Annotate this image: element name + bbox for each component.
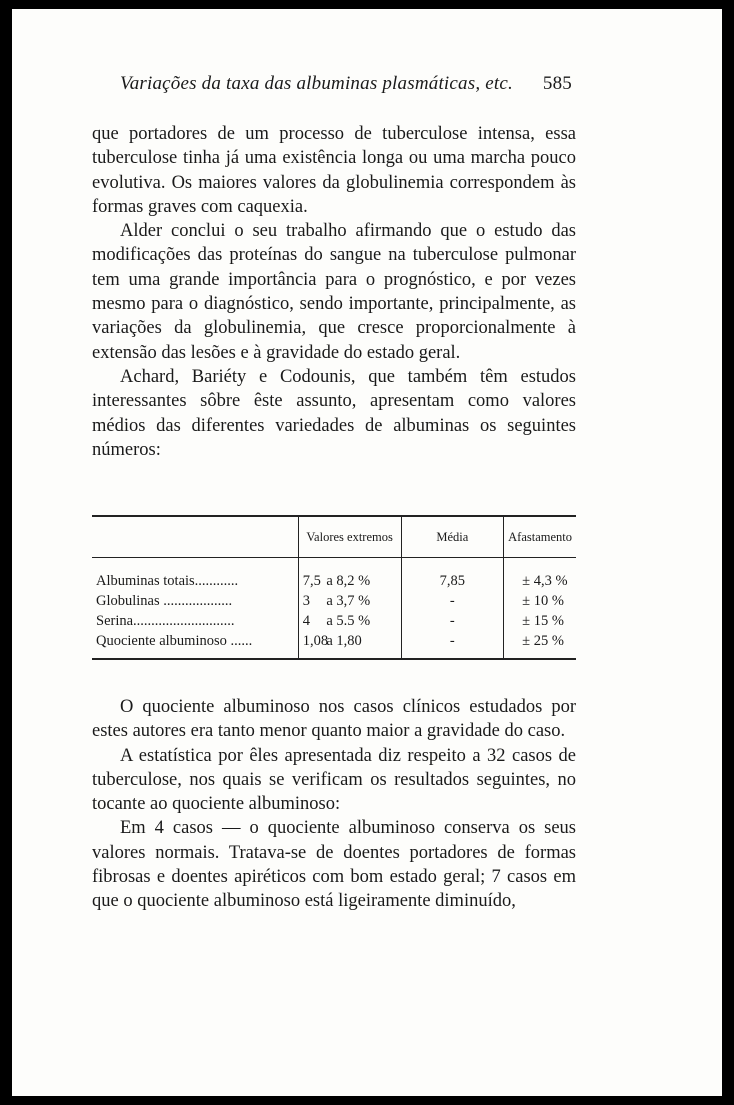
- table-row: [92, 631, 576, 659]
- table-row: [92, 558, 576, 592]
- table-row: [92, 611, 576, 631]
- header-cell-range: Valores extremos: [298, 516, 401, 558]
- range-min: 3: [302, 592, 310, 609]
- range-min: 7,5: [302, 572, 321, 589]
- albumin-table: [92, 515, 576, 660]
- paragraph: O quociente albuminoso nos casos clínicos estudados por estes autores era tanto menor quanto maior a gravidade do caso.: [92, 697, 576, 742]
- table-bottom-rule: [92, 659, 576, 660]
- header-cell-deviation: Afastamento: [504, 516, 576, 558]
- header-cell-label: [92, 516, 298, 558]
- row-deviation: ± 25 %: [504, 631, 576, 659]
- paragraph: Alder conclui o seu trabalho afirmando que o estudo das modificações das proteínas do sangue na tuberculose pulmonar tem uma grande importância para o prognóstico, e por vezes mesmo para o diagnóstico, sendo importante, principalmente, as variações da globulinemia, que cresce proporcionalmente à extensão das lesões e à gravidade do estado geral.: [92, 221, 576, 363]
- row-label: Serina............................: [96, 612, 235, 629]
- body-text-bottom: [92, 695, 576, 914]
- row-mean: -: [401, 631, 504, 659]
- bottom-rule-cell: [92, 659, 576, 660]
- range-min: 1,08: [302, 632, 329, 649]
- row-deviation: ± 4,3 %: [504, 558, 576, 592]
- range-min: 4: [302, 612, 310, 629]
- range-sep: a: [326, 612, 333, 629]
- range-max: 8,2 %: [336, 572, 371, 589]
- table-header-row: [92, 516, 576, 558]
- paragraph: que portadores de um processo de tuberculose intensa, essa tuberculose tinha já uma existência longa ou uma marcha pouco evolutiva. Os maiores valores da globulinemia correspondem às formas graves com caquexia.: [92, 124, 576, 217]
- body-text-top: [92, 122, 576, 462]
- range-sep: a: [326, 572, 333, 589]
- paragraph: A estatística por êles apresentada diz respeito a 32 casos de tuberculose, nos quais se verificam os resultados seguintes, no tocante ao quociente albuminoso:: [92, 745, 576, 815]
- range-sep: a: [326, 592, 333, 609]
- row-mean: -: [401, 591, 504, 611]
- row-range: [298, 591, 401, 611]
- document-page: [12, 9, 722, 1096]
- header-cell-mean: Média: [401, 516, 504, 558]
- row-range: [298, 558, 401, 592]
- page-number: 585: [542, 73, 572, 94]
- row-mean: 7,85: [401, 558, 504, 592]
- paragraph: Em 4 casos — o quociente albuminoso conserva os seus valores normais. Tratava-se de doentes portadores de formas fibrosas e doentes apiréticos com bom estado geral; 7 casos em que o quociente albuminoso está ligeiramente diminuído,: [92, 818, 576, 912]
- range-max: 3,7 %: [336, 592, 371, 609]
- row-range: [298, 631, 401, 659]
- range-sep: a: [326, 632, 333, 649]
- row-label: Albuminas totais............: [96, 572, 239, 589]
- running-header: [120, 73, 572, 95]
- range-max: 1,80: [336, 632, 362, 649]
- row-deviation: ± 15 %: [504, 611, 576, 631]
- range-max: 5.5 %: [336, 612, 371, 629]
- row-label: Globulinas ...................: [96, 592, 233, 609]
- row-deviation: ± 10 %: [504, 591, 576, 611]
- table-row: [92, 591, 576, 611]
- row-label: Quociente albuminoso ......: [96, 632, 253, 649]
- row-mean: -: [401, 611, 504, 631]
- running-title: Variações da taxa das albuminas plasmáticas, etc.: [120, 73, 513, 94]
- paragraph: Achard, Bariéty e Codounis, que também têm estudos interessantes sôbre êste assunto, apresentam como valores médios das diferentes variedades de albuminas os seguintes números:: [92, 366, 576, 460]
- row-range: [298, 611, 401, 631]
